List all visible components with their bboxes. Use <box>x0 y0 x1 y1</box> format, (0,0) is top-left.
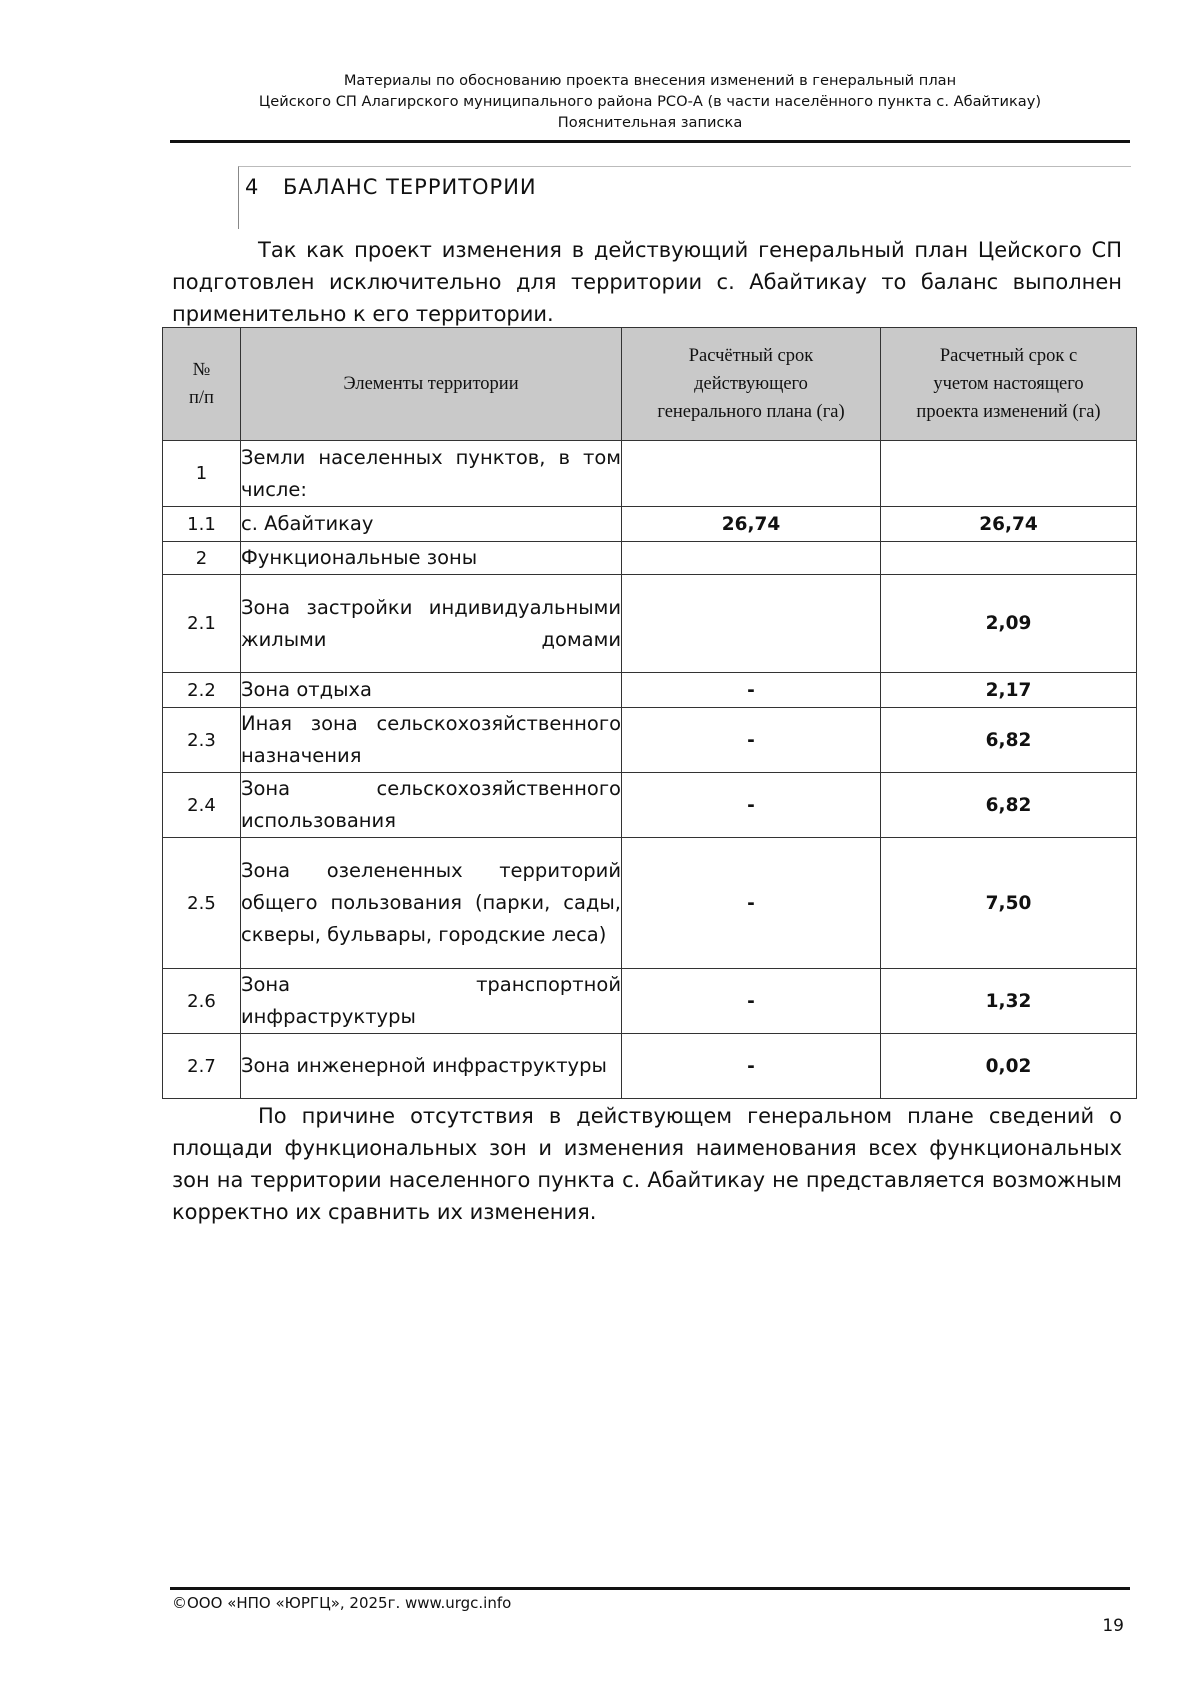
table-row <box>163 969 1137 1034</box>
row-project-value <box>881 441 1137 507</box>
header-line-3: Пояснительная записка <box>557 114 743 131</box>
row-project-value <box>881 542 1137 575</box>
row-current-value: 26,74 <box>622 507 881 542</box>
row-current-value: - <box>622 773 881 838</box>
row-element: Зона сельскохозяйственного использования <box>241 773 622 838</box>
header-element: Элементы территории <box>241 328 622 441</box>
header-divider <box>170 140 1130 143</box>
row-current-value <box>622 575 881 673</box>
header-current-plan: Расчётный срок действующего генерального плана (га) <box>622 328 881 441</box>
header-project-plan: Расчетный срок с учетом настоящего проекта изменений (га) <box>881 328 1137 441</box>
section-number: 4 <box>245 175 259 199</box>
page-number: 19 <box>1102 1616 1124 1636</box>
row-num: 1.1 <box>163 507 241 542</box>
table-row <box>163 838 1137 969</box>
document-header <box>170 70 1130 133</box>
footer-divider <box>170 1587 1130 1590</box>
row-element: с. Абайтикау <box>241 507 622 542</box>
closing-paragraph: По причине отсутствия в действующем генеральном плане сведений о площади функциональных зон и изменения наименования всех функциональных зон на территории населенного пункта с. Абайтикау не представляется возможным корректно их сравнить их изменения. <box>172 1104 1122 1224</box>
row-num: 2.1 <box>163 575 241 673</box>
table-row <box>163 773 1137 838</box>
row-num: 1 <box>163 441 241 507</box>
header-line-1: Материалы по обоснованию проекта внесения изменений в генеральный план <box>343 72 957 89</box>
table-row <box>163 575 1137 673</box>
table-row <box>163 507 1137 542</box>
row-element: Зона застройки индивидуальными жилыми домами <box>241 575 622 673</box>
section-title: БАЛАНС ТЕРРИТОРИИ <box>283 175 537 199</box>
row-project-value: 2,17 <box>881 673 1137 708</box>
table-row <box>163 441 1137 507</box>
row-project-value: 7,50 <box>881 838 1137 969</box>
section-heading <box>238 166 1131 229</box>
row-current-value: - <box>622 1034 881 1099</box>
row-project-value: 0,02 <box>881 1034 1137 1099</box>
row-current-value: - <box>622 708 881 773</box>
row-num: 2.6 <box>163 969 241 1034</box>
row-element: Зона озелененных территорий общего пользования (парки, сады, скверы, бульвары, городские леса) <box>241 838 622 969</box>
row-num: 2.5 <box>163 838 241 969</box>
table-header-row <box>163 328 1137 441</box>
row-project-value: 26,74 <box>881 507 1137 542</box>
territory-balance-table <box>162 327 1137 1099</box>
row-project-value: 1,32 <box>881 969 1137 1034</box>
row-num: 2.4 <box>163 773 241 838</box>
row-project-value: 6,82 <box>881 708 1137 773</box>
table-row <box>163 542 1137 575</box>
table-row <box>163 1034 1137 1099</box>
row-project-value: 2,09 <box>881 575 1137 673</box>
row-current-value: - <box>622 673 881 708</box>
row-element: Зона инженерной инфраструктуры <box>241 1034 622 1099</box>
table-row <box>163 708 1137 773</box>
header-line-2: Цейского СП Алагирского муниципального района РСО-А (в части населённого пункта с. Абайтикау) <box>258 93 1042 110</box>
row-num: 2.7 <box>163 1034 241 1099</box>
footer-copyright: ©ООО «НПО «ЮРГЦ», 2025г. www.urgc.info <box>172 1594 512 1612</box>
row-element: Зона транспортной инфраструктуры <box>241 969 622 1034</box>
row-element: Функциональные зоны <box>241 542 622 575</box>
row-current-value <box>622 441 881 507</box>
table-row <box>163 673 1137 708</box>
row-current-value <box>622 542 881 575</box>
row-project-value: 6,82 <box>881 773 1137 838</box>
row-current-value: - <box>622 838 881 969</box>
row-element: Зона отдыха <box>241 673 622 708</box>
header-num: № п/п <box>163 328 241 441</box>
row-num: 2.3 <box>163 708 241 773</box>
row-current-value: - <box>622 969 881 1034</box>
row-num: 2 <box>163 542 241 575</box>
row-num: 2.2 <box>163 673 241 708</box>
row-element: Земли населенных пунктов, в том числе: <box>241 441 622 507</box>
intro-paragraph: Так как проект изменения в действующий генеральный план Цейского СП подготовлен исключительно для территории с. Абайтикау то баланс выполнен применительно к его территории. <box>172 238 1122 326</box>
row-element: Иная зона сельскохозяйственного назначения <box>241 708 622 773</box>
